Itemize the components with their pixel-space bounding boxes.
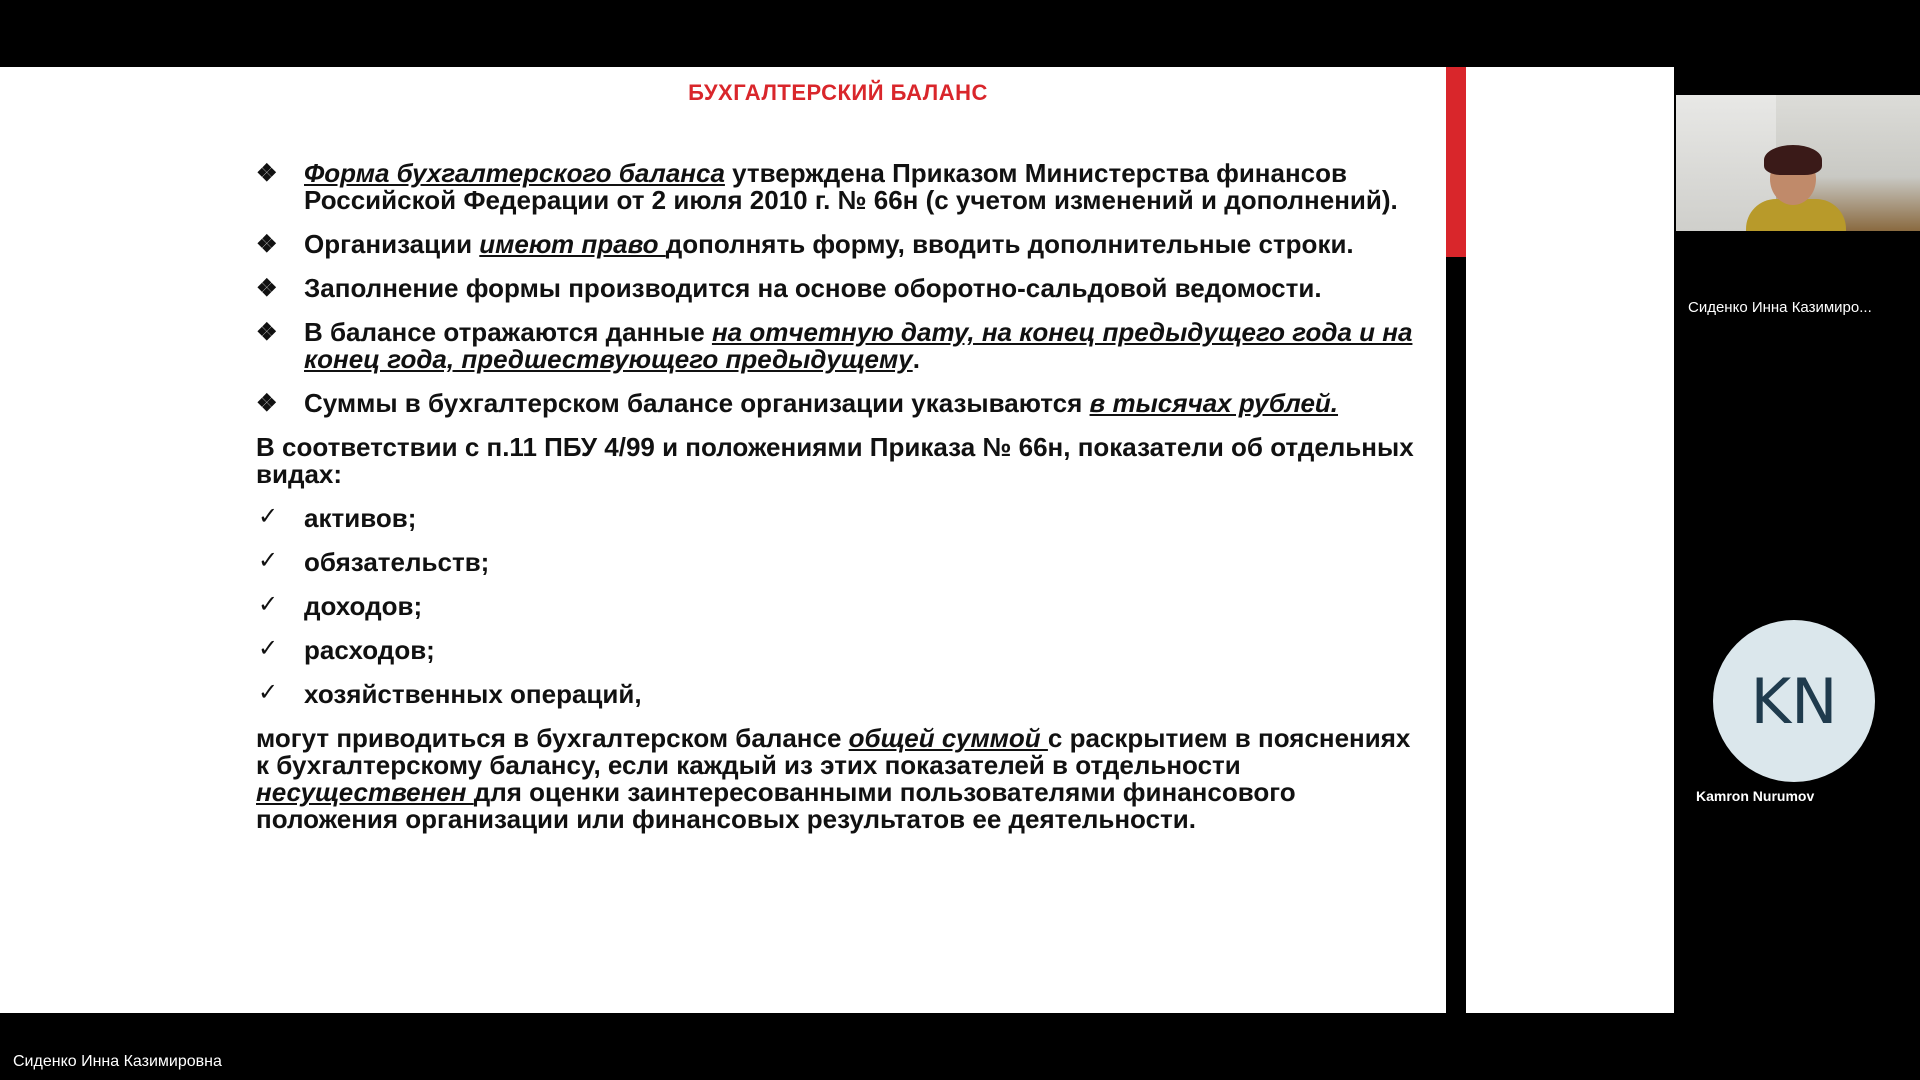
text-run: Организации xyxy=(304,229,480,259)
checkmark-icon: ✓ xyxy=(258,547,279,574)
slide-right-panel xyxy=(1466,67,1674,1013)
check-item xyxy=(256,681,1416,708)
participant-name: Сиденко Инна Казимиро... xyxy=(1688,299,1872,316)
check-item xyxy=(256,505,1416,532)
bullet-item xyxy=(256,275,1416,302)
checkmark-icon: ✓ xyxy=(258,679,279,706)
bullet-text xyxy=(304,229,1354,259)
bullet-item xyxy=(256,231,1416,258)
slide-title: БУХГАЛТЕРСКИЙ БАЛАНС xyxy=(688,80,988,105)
check-item xyxy=(256,549,1416,576)
text-run: с раскрытием в пояснениях к бухгалтерскому балансу, если каждый из этих показателей в отдельности xyxy=(256,723,1411,780)
checkmark-icon: ✓ xyxy=(258,503,279,530)
check-item xyxy=(256,637,1416,664)
check-item-label: обязательств; xyxy=(304,547,490,577)
text-run: . xyxy=(912,344,920,374)
text-run: Суммы в бухгалтерском балансе организации указываются xyxy=(304,388,1090,418)
bullet-item xyxy=(256,160,1416,214)
check-item-label: активов; xyxy=(304,503,417,533)
emphasized-text: в тысячах рублей. xyxy=(1089,388,1339,418)
text-run: для оценки заинтересованными пользователями финансового положения организации или финансовых результатов ее деятельности. xyxy=(256,777,1296,834)
text-run: могут приводиться в бухгалтерском балансе xyxy=(256,723,849,753)
emphasized-text: Форма бухгалтерского баланса xyxy=(304,158,725,188)
bullet-text xyxy=(304,158,1398,215)
check-item-label: расходов; xyxy=(304,635,435,665)
bullet-diamond-icon: ❖ xyxy=(256,319,278,346)
emphasized-text: на отчетную дату, на конец предыдущего года и на конец года, предшествующего предыдущему xyxy=(304,317,1413,374)
participant-avatar[interactable]: KN xyxy=(1713,620,1875,782)
bullet-text xyxy=(304,273,1322,303)
bullet-list xyxy=(256,160,1416,417)
bullet-text xyxy=(304,388,1338,418)
text-run: Заполнение формы производится на основе оборотно-сальдовой ведомости. xyxy=(304,273,1322,303)
bullet-diamond-icon: ❖ xyxy=(256,390,278,417)
check-item-label: доходов; xyxy=(304,591,423,621)
closing-paragraph xyxy=(256,725,1416,833)
text-run: В балансе отражаются данные xyxy=(304,317,712,347)
check-item-label: хозяйственных операций, xyxy=(304,679,642,709)
intro-paragraph: В соответствии с п.11 ПБУ 4/99 и положениями Приказа № 66н, показатели об отдельных видах: xyxy=(256,432,1414,489)
emphasized-text: несущественен xyxy=(256,777,474,807)
participant-video[interactable] xyxy=(1676,95,1920,231)
video-person-hair xyxy=(1764,145,1822,175)
slide-body xyxy=(256,160,1416,850)
check-list xyxy=(256,505,1416,708)
check-item xyxy=(256,593,1416,620)
bullet-diamond-icon: ❖ xyxy=(256,275,278,302)
checkmark-icon: ✓ xyxy=(258,591,279,618)
text-run: дополнять форму, вводить дополнительные строки. xyxy=(665,229,1354,259)
checkmark-icon: ✓ xyxy=(258,635,279,662)
bullet-item xyxy=(256,319,1416,373)
emphasized-text: имеют право xyxy=(479,229,666,259)
participant-name: Kamron Nurumov xyxy=(1696,788,1815,804)
bullet-diamond-icon: ❖ xyxy=(256,231,278,258)
bullet-diamond-icon: ❖ xyxy=(256,160,278,187)
bullet-item xyxy=(256,390,1416,417)
bullet-text xyxy=(304,317,1412,374)
active-speaker-label: Сиденко Инна Казимировна xyxy=(13,1053,222,1070)
text-run: утверждена Приказом Министерства финансов Российской Федерации от 2 июля 2010 г. № 66н (с учетом изменений и дополнений). xyxy=(304,158,1398,215)
emphasized-text: общей суммой xyxy=(848,723,1048,753)
